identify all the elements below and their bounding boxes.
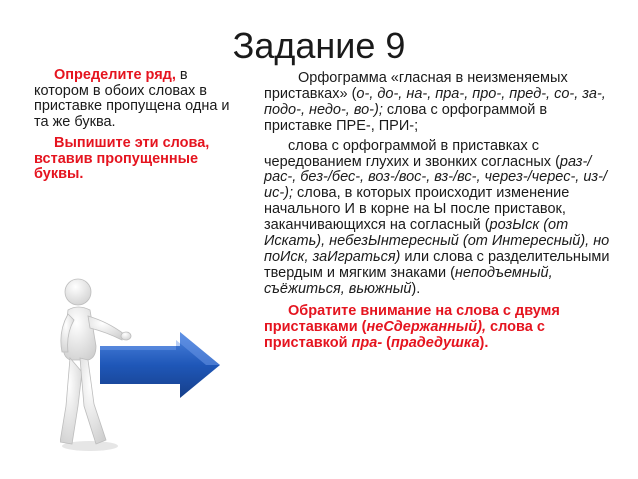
task-instruction-1-highlight: Определите ряд, (54, 67, 176, 83)
rule-3-example-2: прадедушка (391, 334, 480, 351)
rule-paragraph-3 (264, 304, 614, 352)
rule-2-text-e: или слова с разделительными твердым и мягким знаками ( (264, 248, 610, 281)
task-instruction-1-text: в котором в обоих словах в приставке пропущена одна и та же буква. (34, 67, 230, 130)
rule-3-text-c: слова с приставкой (264, 318, 545, 351)
person-pointing-arrow-icon (60, 276, 240, 456)
rule-1-text-a: Орфограмма «гласная в неизменяемых приставках» ( (264, 70, 568, 102)
task-instruction-2: Выпишите эти слова, вставив пропущенные буквы. (34, 135, 210, 182)
rule-2-text-g: ). (411, 280, 421, 297)
rule-2-prefixes: раз-/рас-, без-/бес-, воз-/вос-, вз-/вс-, через-/черес-, из-/ис-); (264, 153, 608, 202)
rule-2-text-c: слова, в которых происходит изменение начального И в корне на Ы после приставок, заканчивающихся на согласный ( (264, 185, 570, 234)
rule-3-text-g: ). (479, 334, 489, 351)
slide-title: Задание 9 (232, 25, 406, 66)
rule-paragraph-1 (264, 71, 614, 135)
rule-3-prefix: пра- (351, 334, 383, 351)
person-pointing-arrow-icon-svg (60, 276, 240, 456)
rule-1-text-c: слова с орфограммой в приставке ПРЕ-, ПРИ-; (264, 101, 548, 134)
rule-2-examples-2: неподъемный, съёжиться, вьюжный (264, 264, 553, 297)
task-instructions (34, 68, 240, 183)
rule-1-prefixes: о-, до-, на-, пра-, про-, пред-, со-, за-, подо-, недо-, во-); (264, 85, 606, 118)
rule-paragraph-2 (264, 139, 614, 298)
rule-explanation (264, 71, 614, 351)
rule-3-text-a: Обратите внимание на слова с двумя приставками ( (264, 302, 560, 335)
task-instruction-1 (34, 68, 240, 130)
rule-3-text-e: ( (382, 334, 392, 351)
rule-2-examples: розЫск (от Искать), небезЫнтересный (от Интересный), но поИск, заИграться) (264, 217, 610, 265)
rule-3-example-1: неСдержанный), (366, 318, 487, 335)
rule-2-text-a: слова с орфограммой в приставках с чередованием глухих и звонких согласных ( (264, 137, 560, 170)
